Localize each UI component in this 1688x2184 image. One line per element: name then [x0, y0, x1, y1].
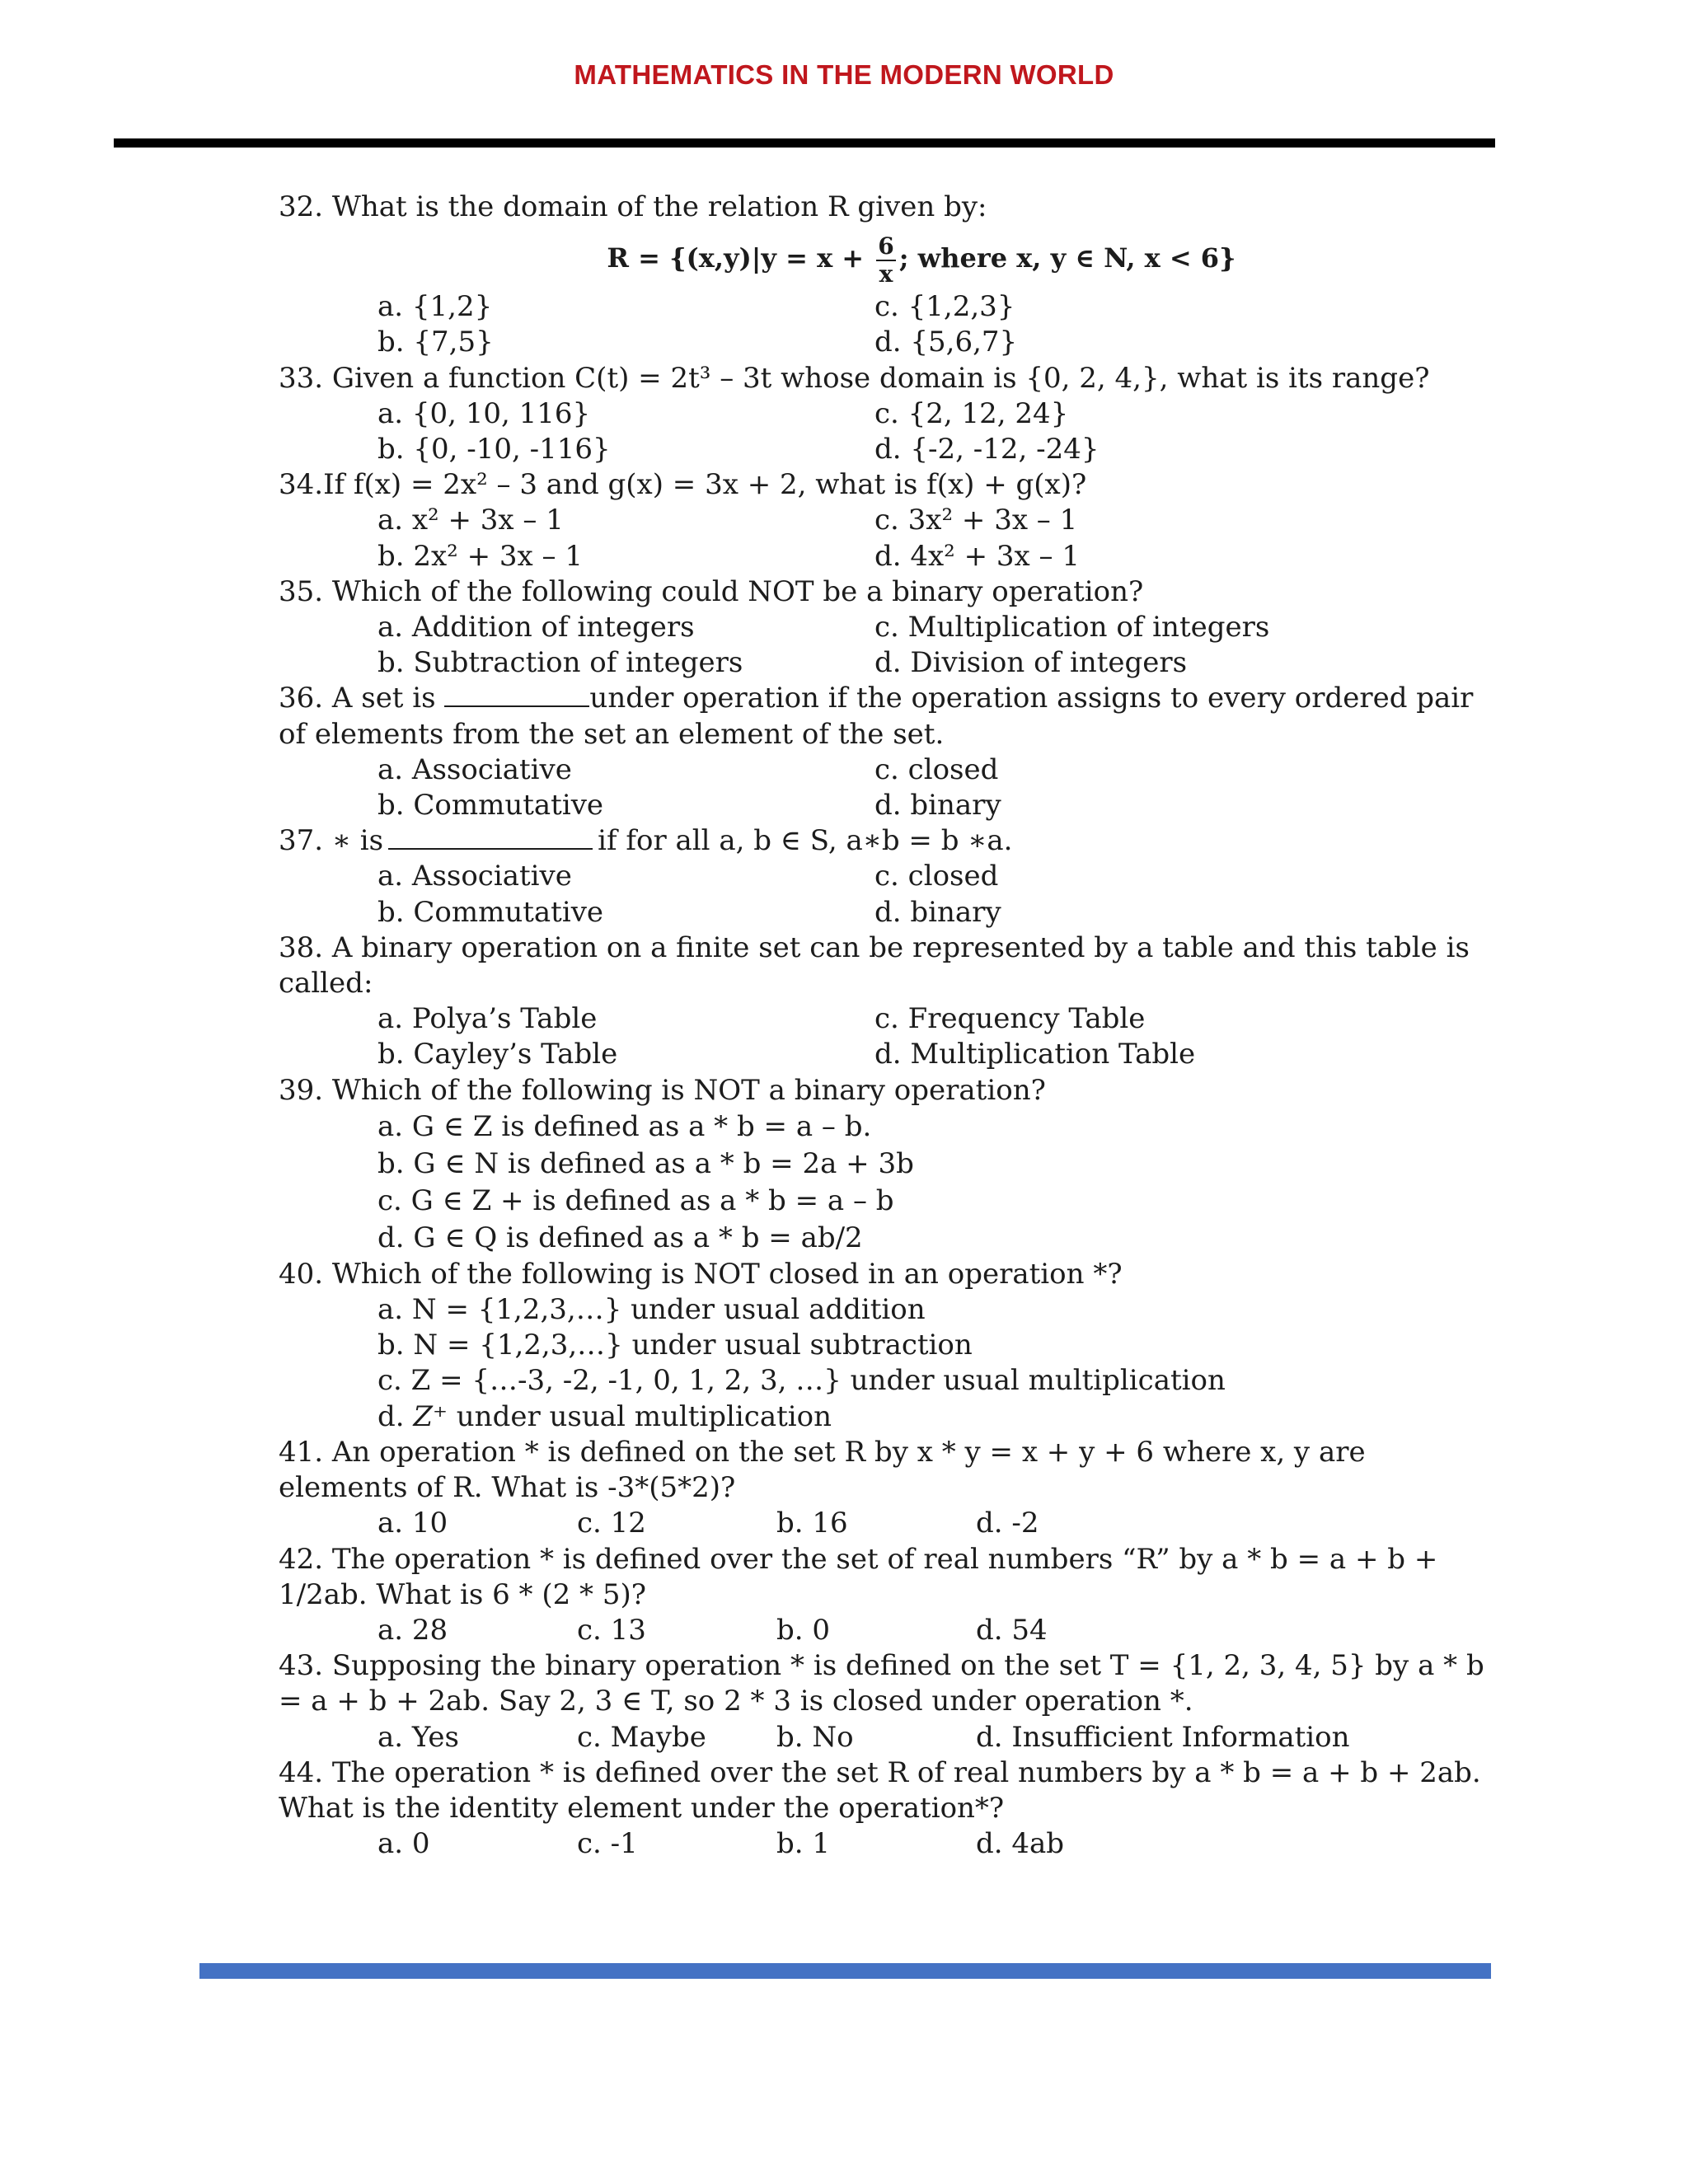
question-35 — [279, 574, 1498, 682]
option-c: c. Maybe — [577, 1720, 706, 1754]
question-36 — [279, 681, 1498, 823]
option-c: c. 12 — [577, 1507, 646, 1540]
question-41 — [279, 1435, 1498, 1542]
option-a: a. {0, 10, 116} — [377, 396, 591, 430]
question-stem: 44. The operation * is defined over the set R of real numbers by a * b = a + b + 2ab. What is the identity element under the operation*? — [279, 1755, 1481, 1825]
option-c: c. closed — [874, 752, 999, 786]
footer-divider — [199, 1963, 1491, 1979]
option-b: b. 2x² + 3x – 1 — [377, 539, 583, 573]
option-b: b. 1 — [776, 1827, 831, 1861]
question-stem: 42. The operation * is defined over the set of real numbers “R” by a * b = a + b + 1/2ab. What is 6 * (2 * 5)? — [279, 1542, 1438, 1611]
option-a: a. G ∈ Z is defined as a * b = a – b. — [377, 1109, 872, 1143]
question-44 — [279, 1755, 1498, 1863]
option-prefix: d. — [377, 1399, 414, 1433]
option-a: a. Polya’s Table — [377, 1002, 598, 1036]
option-text: under usual multiplication — [447, 1399, 832, 1433]
question-stem: 38. A binary operation on a finite set can be represented by a table and this table is called: — [279, 930, 1470, 1001]
page-title: MATHEMATICS IN THE MODERN WORLD — [574, 59, 1114, 90]
option-d — [377, 1399, 1498, 1435]
option-a: a. N = {1,2,3,…} under usual addition — [377, 1293, 926, 1327]
option-d: d. -2 — [976, 1507, 1039, 1540]
option-b: b. No — [776, 1720, 854, 1754]
option-a: a. Addition of integers — [377, 611, 695, 644]
answer-blank — [444, 681, 589, 707]
question-list — [279, 190, 1498, 1862]
option-c: c. 3x² + 3x – 1 — [874, 504, 1078, 537]
question-stem: 32. What is the domain of the relation R given by: — [279, 190, 987, 223]
question-38 — [279, 930, 1498, 1073]
question-40 — [279, 1257, 1498, 1435]
option-d: d. 54 — [976, 1613, 1048, 1647]
option-c: c. -1 — [577, 1827, 638, 1861]
header-divider — [114, 138, 1495, 148]
question-42 — [279, 1542, 1498, 1649]
question-43 — [279, 1648, 1498, 1755]
question-stem: 39. Which of the following is NOT a binary operation? — [279, 1073, 1046, 1107]
option-c: c. {1,2,3} — [874, 290, 1015, 324]
question-stem — [279, 823, 1498, 859]
option-b: b. G ∈ N is defined as a * b = 2a + 3b — [377, 1146, 914, 1180]
question-stem: 41. An operation * is defined on the set R by x * y = x + y + 6 where x, y are elements of R. What is -3*(5*2)? — [279, 1435, 1366, 1505]
option-c: c. Z = {…-3, -2, -1, 0, 1, 2, 3, …} under usual multiplication — [377, 1364, 1226, 1398]
option-b: b. Commutative — [377, 895, 604, 929]
question-33 — [279, 361, 1498, 468]
option-b: b. {0, -10, -116} — [377, 433, 611, 466]
option-d: d. Division of integers — [874, 646, 1188, 680]
fraction — [876, 232, 895, 288]
fraction-denominator: x — [879, 260, 893, 288]
option-a: a. Yes — [377, 1720, 459, 1754]
option-c: c. Frequency Table — [874, 1002, 1146, 1036]
question-stem: 40. Which of the following is NOT closed in an operation *? — [279, 1257, 1123, 1291]
question-stem: 35. Which of the following could NOT be a binary operation? — [279, 574, 1144, 608]
option-d: d. 4ab — [976, 1827, 1065, 1861]
option-d: d. {5,6,7} — [874, 326, 1018, 359]
option-b: b. Cayley’s Table — [377, 1038, 618, 1071]
option-d: d. binary — [874, 789, 1001, 823]
stem-end: if for all a, b ∈ S, a∗b = b ∗a. — [598, 824, 1013, 858]
option-a: a. Associative — [377, 752, 572, 786]
option-d: d. {-2, -12, -24} — [874, 433, 1100, 466]
option-c: c. Multiplication of integers — [874, 611, 1270, 644]
option-b: b. Subtraction of integers — [377, 646, 743, 680]
option-b: b. 0 — [776, 1613, 831, 1647]
question-34 — [279, 467, 1498, 574]
option-d: d. Multiplication Table — [874, 1038, 1196, 1071]
formula-right: ; where x, y ∈ N, x < 6} — [898, 242, 1236, 274]
option-d: d. 4x² + 3x – 1 — [874, 539, 1080, 573]
option-a: a. x² + 3x – 1 — [377, 504, 564, 537]
answer-blank — [388, 823, 593, 850]
option-b: b. Commutative — [377, 789, 604, 823]
option-d: d. G ∈ Q is defined as a * b = ab/2 — [377, 1221, 863, 1254]
stem-start: 37. ∗ is — [279, 824, 384, 858]
stem-end: under operation if the operation assigns to every ordered pair of elements from the set an element of the set. — [279, 682, 1474, 751]
question-stem: 34.If f(x) = 2x² – 3 and g(x) = 3x + 2, what is f(x) + g(x)? — [279, 468, 1087, 502]
question-stem: 33. Given a function C(t) = 2t³ – 3t whose domain is {0, 2, 4,}, what is its range? — [279, 361, 1430, 395]
question-32 — [279, 190, 1498, 361]
option-b: b. 16 — [776, 1507, 848, 1540]
option-a: a. {1,2} — [377, 290, 493, 324]
option-c: c. {2, 12, 24} — [874, 396, 1069, 430]
fraction-numerator: 6 — [878, 232, 894, 260]
question-39 — [279, 1073, 1498, 1257]
question-37 — [279, 823, 1498, 930]
option-b: b. N = {1,2,3,…} under usual subtraction — [377, 1329, 973, 1362]
math-symbol: Z⁺ — [413, 1399, 448, 1433]
option-c: c. closed — [874, 860, 999, 893]
option-c: c. G ∈ Z + is defined as a * b = a – b — [377, 1183, 894, 1217]
option-b: b. {7,5} — [377, 326, 494, 359]
option-a: a. 28 — [377, 1613, 448, 1647]
question-stem — [279, 681, 1498, 752]
option-a: a. 10 — [377, 1507, 448, 1540]
question-stem: 43. Supposing the binary operation * is defined on the set T = {1, 2, 3, 4, 5} by a * b = a + b + 2ab. Say 2, 3 ∈ T, so 2 * 3 is closed under operation *. — [279, 1649, 1484, 1718]
option-d: d. binary — [874, 895, 1001, 929]
option-d: d. Insufficient Information — [976, 1720, 1350, 1754]
option-a: a. Associative — [377, 860, 572, 893]
option-c: c. 13 — [577, 1613, 646, 1647]
relation-formula — [279, 232, 1498, 288]
formula-left: R = {(x,y)|y = x + — [607, 242, 874, 274]
stem-start: 36. A set is — [279, 682, 445, 715]
option-a: a. 0 — [377, 1827, 430, 1861]
